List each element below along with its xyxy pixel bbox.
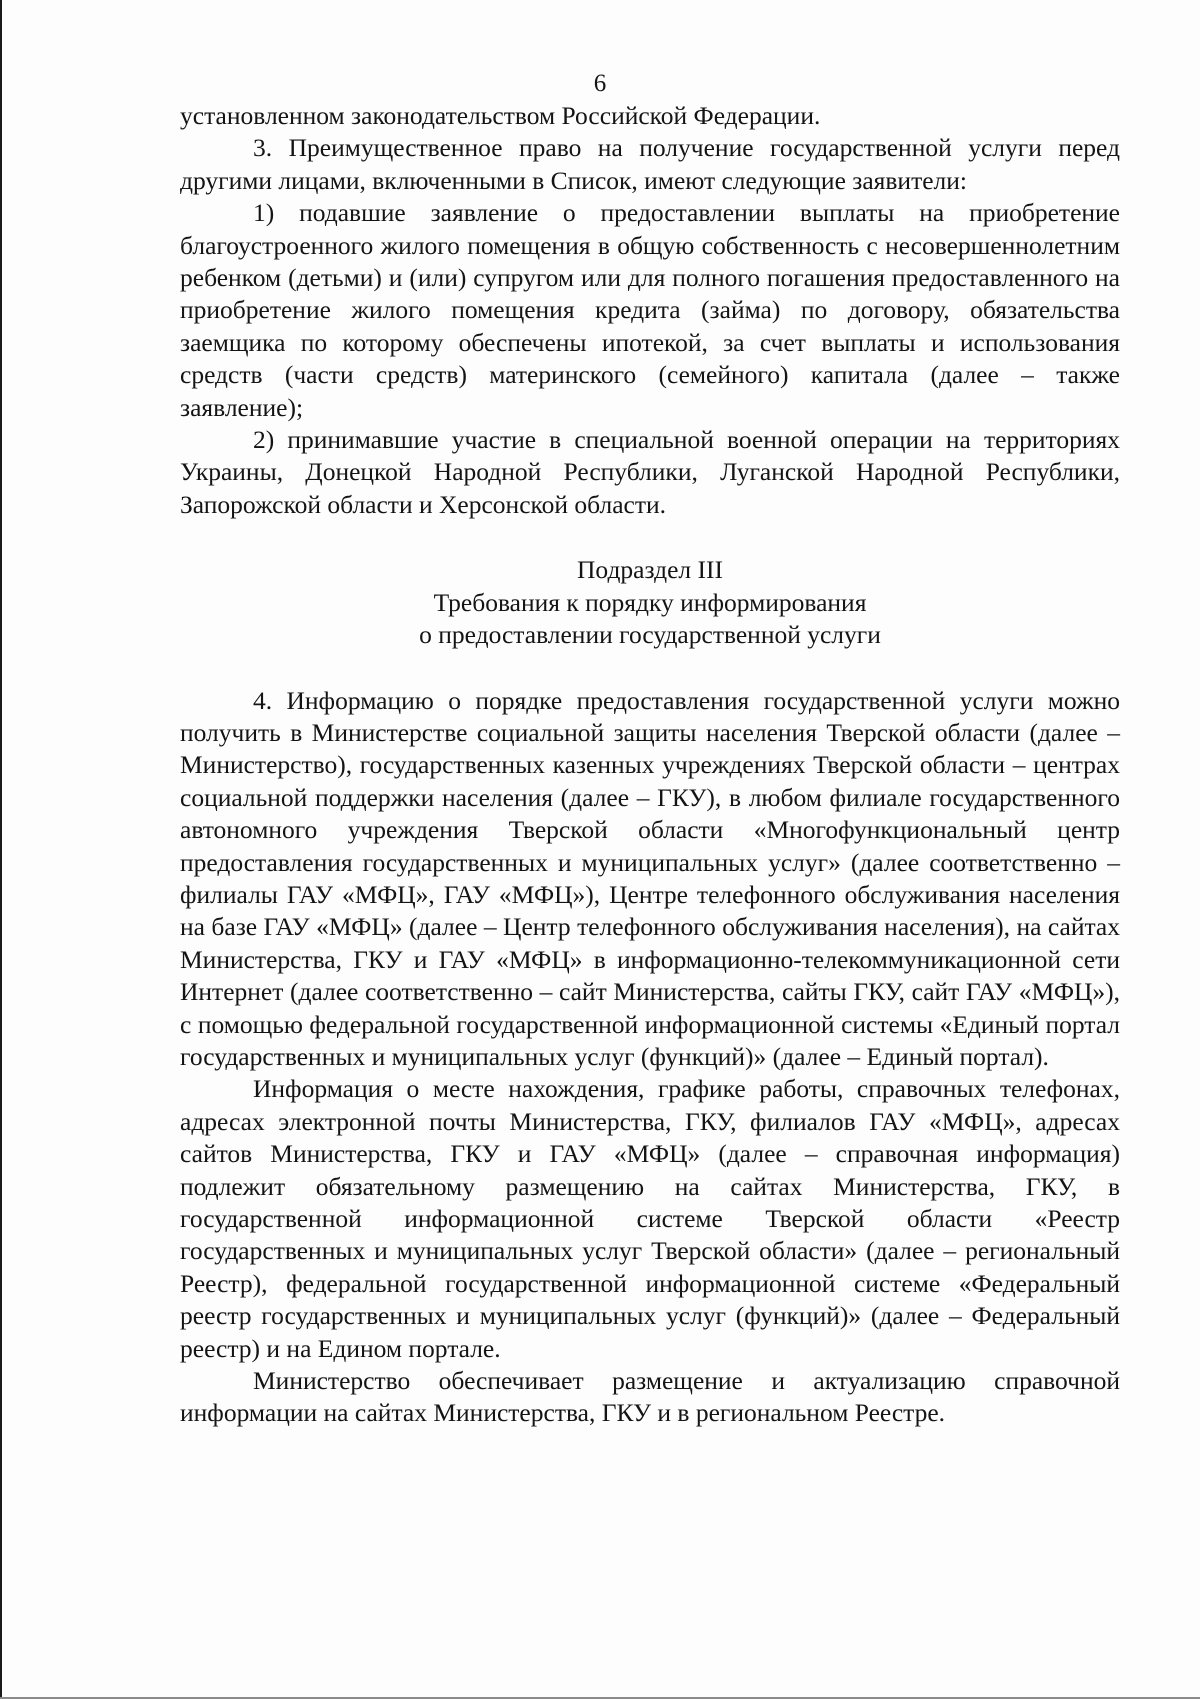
section-heading-title-line1: Требования к порядку информирования [433, 587, 867, 617]
document-body [180, 100, 1120, 1430]
page-number: 6 [593, 70, 607, 97]
section-heading [180, 554, 1120, 651]
section-heading-title-line2: о предоставлении государственной услуги [419, 620, 881, 650]
paragraph-continuation: установленном законодательством Российской Федерации. [180, 101, 821, 130]
paragraph-item-3: 3. Преимущественное право на получение государственной услуги перед другими лицами, включенными в Список, имеют следующие заявители: [180, 133, 1120, 195]
section-heading-number: Подраздел III [577, 555, 723, 585]
paragraph-reference-info: Информация о месте нахождения, графике работы, справочных телефонах, адресах электронной почты Министерства, ГКУ, филиалов ГАУ «МФЦ», адресах сайтов Министерства, ГКУ и ГАУ «МФЦ» (далее – справочная информация) подлежит обязательному размещению на сайтах Министерства, ГКУ, в государственной информационной системе Тверской области «Реестр государственных и муниципальных услуг Тверской области» (далее – региональный Реестр), федеральной государственной информационной системе «Федеральный реестр государственных и муниципальных услуг (функций)» (далее – Федеральный реестр) и на Едином портале. [180, 1074, 1120, 1363]
scan-edge-left [0, 0, 2, 1699]
paragraph-subitem-1: 1) подавшие заявление о предоставлении выплаты на приобретение благоустроенного жилого помещения в общую собственность с несовершеннолетним ребенком (детьми) и (или) супругом или для полного погашения предоставленного на приобретение жилого помещения кредита (займа) по договору, обязательства заемщика по которому обеспечены ипотекой, за счет выплаты и использования средств (части средств) материнского (семейного) капитала (далее – также заявление); [180, 198, 1120, 422]
paragraph-ministry-duty: Министерство обеспечивает размещение и актуализацию справочной информации на сайтах Министерства, ГКУ и в региональном Реестре. [180, 1366, 1120, 1428]
paragraph-item-4: 4. Информацию о порядке предоставления государственной услуги можно получить в Министерстве социальной защиты населения Тверской области (далее – Министерство), государственных казенных учреждениях Тверской области – центрах социальной поддержки населения (далее – ГКУ), в любом филиале государственного автономного учреждения Тверской области «Многофункциональный центр предоставления государственных и муниципальных услуг» (далее соответственно – филиалы ГАУ «МФЦ», ГАУ «МФЦ»), Центре телефонного обслуживания населения на базе ГАУ «МФЦ» (далее – Центр телефонного обслуживания населения), на сайтах Министерства, ГКУ и ГАУ «МФЦ» в информационно-телекоммуникационной сети Интернет (далее соответственно – сайт Министерства, сайты ГКУ, сайт ГАУ «МФЦ»), с помощью федеральной государственной информационной системы «Единый портал государственных и муниципальных услуг (функций)» (далее – Единый портал). [180, 685, 1120, 1071]
paragraph-subitem-2: 2) принимавшие участие в специальной военной операции на территориях Украины, Донецкой Народной Республики, Луганской Народной Республики, Запорожской области и Херсонской области. [180, 425, 1120, 519]
